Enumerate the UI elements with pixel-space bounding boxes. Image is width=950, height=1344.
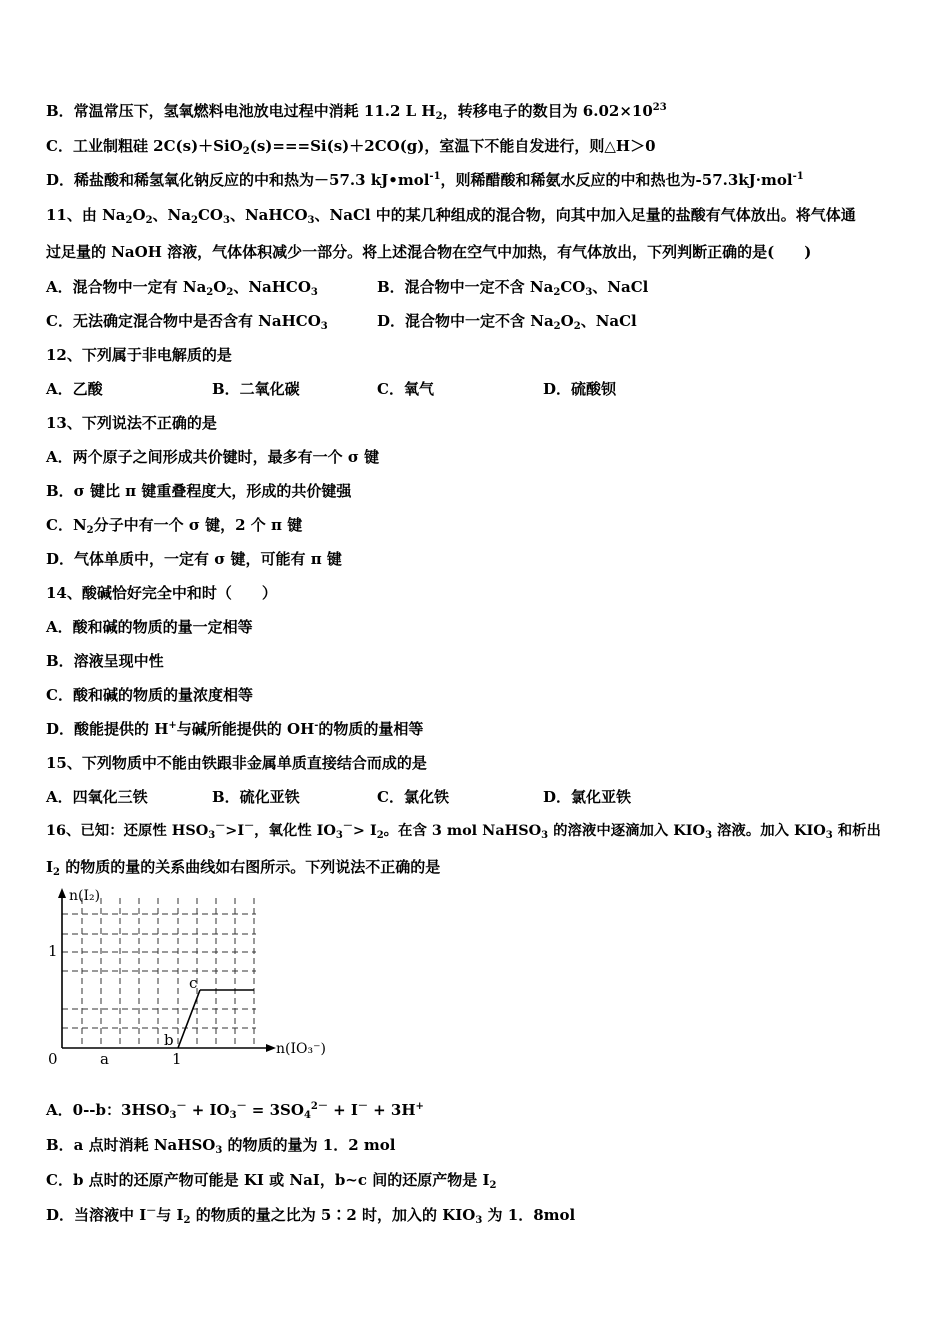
q15-stem: 15、下列物质中不能由铁跟非金属单质直接结合而成的是 — [46, 754, 427, 772]
q16-option-c: C．b 点时的还原产物可能是 KI 或 NaI，b~c 间的还原产物是 $I_2$ — [46, 1171, 497, 1191]
q13-option-c: C．$N_2$分子中有一个 σ 键，2 个 π 键 — [46, 516, 303, 536]
q13-option-b: B．σ 键比 π 键重叠程度大，形成的共价键强 — [46, 482, 352, 500]
q15-option-b: B．硫化亚铁 — [212, 788, 300, 806]
x-axis-label: n(IO₃⁻) — [276, 1041, 326, 1057]
q11-stem-line1: 11、由 $Na_2O_2$、$Na_2CO_3$、NaHCO$_3$、NaCl 中的某几种组成的混合物，向其中加入足量的盐酸有气体放出。将气体通 — [46, 206, 856, 226]
graph-axes — [62, 896, 270, 1048]
q15-option-c: C．氯化铁 — [377, 788, 449, 806]
q13-stem: 13、下列说法不正确的是 — [46, 414, 217, 432]
y-axis-arrow — [58, 888, 66, 898]
x-tick-label: 1 — [172, 1050, 182, 1064]
q16-option-d: D．当溶液中 I－与 $I_2$ 的物质的量之比为 5∶2 时，加入的 $KIO_3$ 为 1．8mol — [46, 1206, 576, 1226]
q15-option-d: D．氯化亚铁 — [543, 788, 632, 806]
graph-grid — [62, 898, 256, 1048]
q11-option-b: B．混合物中一定不含 $Na_2CO_3$、NaCl — [377, 278, 649, 298]
q12-option-c: C．氧气 — [377, 380, 434, 398]
q16-stem-line2: $I_2$ 的物质的量的关系曲线如右图所示。下列说法不正确的是 — [46, 858, 441, 878]
q14-option-a: A．酸和碱的物质的量一定相等 — [46, 618, 253, 636]
q11-option-c: C．无法确定混合物中是否含有 NaHCO$_3$ — [46, 312, 328, 332]
q12-option-d: D．硫酸钡 — [543, 380, 617, 398]
q15-option-a: A．四氧化三铁 — [46, 788, 148, 806]
q14-stem: 14、酸碱恰好完全中和时（ ） — [46, 584, 277, 602]
y-tick-label: 1 — [48, 942, 58, 960]
q11-stem-line2: 过足量的 NaOH 溶液，气体体积减少一部分。将上述混合物在空气中加热，有气体放出，下列判断正确的是( ) — [46, 243, 812, 261]
q16-graph — [44, 884, 329, 1064]
q16-option-b: B．a 点时消耗 NaHSO$_3$ 的物质的量为 1．2 mol — [46, 1136, 396, 1156]
x-axis-arrow — [266, 1044, 276, 1052]
origin-label: 0 — [48, 1050, 58, 1064]
q12-option-b: B．二氧化碳 — [212, 380, 300, 398]
q11-option-d: D．混合物中一定不含 $Na_2O_2$、NaCl — [377, 312, 637, 332]
q13-option-d: D．气体单质中，一定有 σ 键，可能有 π 键 — [46, 550, 342, 568]
q16-stem-line1: 16、已知：还原性 $HSO_3^->I^-$，氧化性 $IO_3^-> I_2$。在含 3 mol NaHSO$_3$ 的溶液中逐滴加入 $KIO_3$ 溶液。加入 $KIO_3$ 和析出 — [46, 821, 881, 841]
q16-option-a: A．0--b：$3HSO_3^- + IO_3^- = 3SO_4^{2-} + I^- + 3H^+$ — [46, 1101, 424, 1121]
q12-stem: 12、下列属于非电解质的是 — [46, 346, 232, 364]
q11-option-a: A．混合物中一定有 $Na_2O_2$、NaHCO$_3$ — [46, 278, 318, 298]
q13-option-a: A．两个原子之间形成共价键时，最多有一个 σ 键 — [46, 448, 380, 466]
point-a-label: a — [100, 1050, 109, 1064]
q10-option-c: C．工业制粗硅 2C(s)＋SiO$_2$(s)===Si(s)＋2CO(g)，室温下不能自发进行，则△H＞0 — [46, 137, 656, 157]
q14-option-d: D．酸能提供的 H+与碱所能提供的 OH-的物质的量相等 — [46, 720, 424, 738]
point-b-label: b — [164, 1031, 174, 1049]
q12-option-a: A．乙酸 — [46, 380, 103, 398]
y-axis-label: n(I₂) — [69, 888, 101, 904]
q14-option-c: C．酸和碱的物质的量浓度相等 — [46, 686, 253, 704]
point-c-label: c — [189, 974, 198, 992]
q10-option-b: B．常温常压下，氢氧燃料电池放电过程中消耗 11.2 L $H_2$，转移电子的数目为 $6.02\times 10^{23}$ — [46, 102, 667, 122]
q10-option-d: D．稀盐酸和稀氢氧化钠反应的中和热为－57.3 kJ•mol$^{-1}$，则稀醋酸和稀氨水反应的中和热也为-57.3kJ·mol$^{-1}$ — [46, 171, 804, 189]
q14-option-b: B．溶液呈现中性 — [46, 652, 164, 670]
